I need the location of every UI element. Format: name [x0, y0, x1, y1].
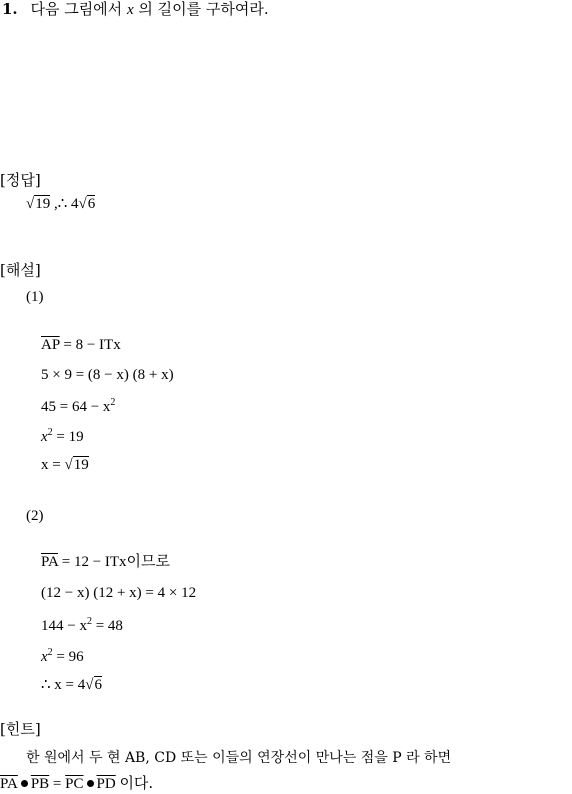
- part2-line3: [41, 617, 123, 634]
- part2-line4-exp: 2: [47, 647, 53, 658]
- sqrt-6: √6: [78, 196, 96, 212]
- bullet-dot-icon: [87, 780, 94, 787]
- segment-pa: $\overline{PA}$: [41, 554, 58, 570]
- part1-line3-exp: 2: [110, 397, 116, 408]
- part2-line5-a: ∴ x = 4: [41, 677, 86, 693]
- segment-ap: $\overline{AP}$: [41, 337, 60, 353]
- part2-line1-rhs: = 12 − ITx이므로: [61, 554, 171, 570]
- sqrt-6-result: √6: [85, 677, 102, 693]
- hint-equals: =: [52, 776, 62, 792]
- answer-line: [26, 197, 95, 212]
- part1-line2: 5 × 9 = (8 − x) (8 + x): [41, 367, 174, 383]
- sqrt-19: √19: [26, 196, 51, 212]
- solution-heading: [해설]: [0, 261, 41, 279]
- part1-line4: [41, 428, 84, 445]
- part2-line3-a: 144 − x: [41, 618, 87, 634]
- part1-line1: [41, 338, 121, 353]
- bullet-dot-icon: [21, 780, 28, 787]
- part1-line4-b: = 19: [56, 429, 84, 445]
- sqrt-19-result: √19: [64, 457, 89, 473]
- hint-line1: 한 원에서 두 현 AB, CD 또는 이들의 연장선이 만나는 점을 P 라 하면: [26, 750, 452, 766]
- part1-line5-a: x =: [41, 457, 61, 473]
- part1-line1-rhs: = 8 − ITx: [63, 337, 121, 353]
- segment-pb-hint: $\overline{PB}$: [30, 776, 50, 792]
- part2-line1: [41, 555, 170, 570]
- problem-statement: [2, 2, 269, 18]
- part2-line4-b: = 96: [56, 649, 84, 665]
- part2-label: (2): [26, 508, 44, 524]
- answer-heading: [정답]: [0, 171, 41, 189]
- part2-line4-a: x: [41, 649, 48, 665]
- part2-line3-exp: 2: [86, 616, 92, 627]
- answer-coeff: 4: [71, 196, 79, 212]
- segment-pd-hint: $\overline{PD}$: [96, 776, 116, 792]
- part2-line3-b: = 48: [95, 618, 123, 634]
- hint-heading: [힌트]: [0, 720, 41, 738]
- part1-line5: [41, 458, 89, 473]
- figure-area: [0, 20, 572, 170]
- answer-separator: ,∴: [53, 196, 68, 212]
- problem-text-b: 의 길이를 구하여라.: [138, 0, 269, 18]
- part1-line3: [41, 398, 115, 415]
- part1-line4-exp: 2: [47, 427, 53, 438]
- part1-line3-a: 45 = 64 − x: [41, 399, 111, 415]
- hint-line2: [0, 776, 153, 792]
- part2-line4: [41, 648, 84, 665]
- part2-line5: [41, 678, 102, 693]
- part2-line2: (12 − x) (12 + x) = 4 × 12: [41, 585, 197, 601]
- problem-variable: x: [126, 2, 134, 18]
- part1-label: (1): [26, 289, 44, 305]
- segment-pa-hint: $\overline{PA}$: [0, 776, 18, 792]
- part1-line4-a: x: [41, 429, 48, 445]
- segment-pc-hint: $\overline{PC}$: [65, 776, 84, 792]
- hint-tail: 이다.: [119, 774, 154, 792]
- problem-number: 1.: [2, 0, 18, 18]
- problem-text-a: 다음 그림에서: [30, 0, 123, 18]
